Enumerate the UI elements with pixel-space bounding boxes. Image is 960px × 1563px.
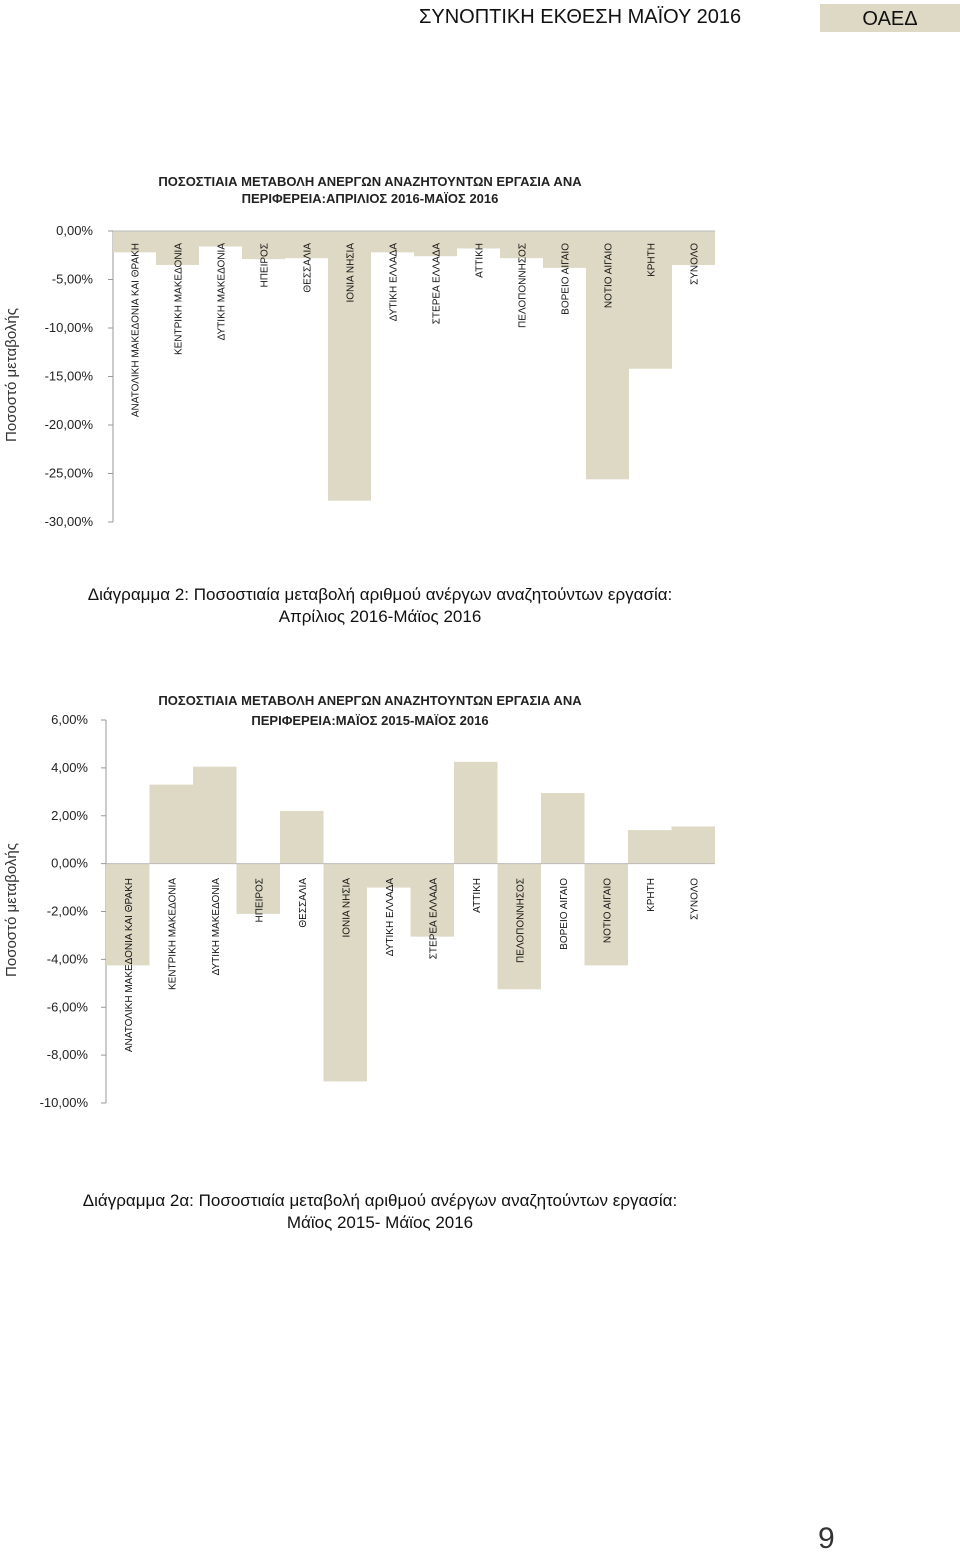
y-tick-label: 0,00% [51,855,88,871]
y-tick-label: 2,00% [51,807,88,823]
category-label: ΣΥΝΟΛΟ [689,243,701,285]
chart-title-line-1: ΠΟΣΟΣΤΙΑΙΑ ΜΕΤΑΒΟΛΗ ΑΝΕΡΓΩΝ ΑΝΑΖΗΤΟΥΝΤΩΝ ΕΡΓΑΣΙΑ ΑΝΑ [158,174,582,189]
category-label: ΝΟΤΙΟ ΑΙΓΑΙΟ [602,878,614,944]
y-tick-label: -10,00% [39,1095,88,1110]
category-label: ΝΟΤΙΟ ΑΙΓΑΙΟ [603,243,615,309]
y-tick-label: 6,00% [51,712,88,727]
organization-badge: ΟΑΕΔ [820,4,960,32]
caption-chart-2-line1: Διάγραμμα 2: Ποσοστιαία μεταβολή αριθμού ανέργων αναζητούντων εργασία: [87,585,673,604]
caption-chart-2a-line1: Διάγραμμα 2α: Ποσοστιαία μεταβολή αριθμού ανέργων αναζητούντων εργασία: [82,1191,678,1210]
y-tick-label: 4,00% [51,759,88,775]
category-label: ΠΕΛΟΠΟΝΝΗΣΟΣ [515,878,527,963]
bar-3 [193,767,237,864]
bar-2 [150,785,194,864]
y-tick-label: -25,00% [44,465,93,481]
bar-13 [628,830,672,864]
category-label: ΒΟΡΕΙΟ ΑΙΓΑΙΟ [560,243,572,315]
category-label: ΙΟΝΙΑ ΝΗΣΙΑ [345,243,357,303]
y-tick-label: -20,00% [44,417,93,432]
y-tick-label: -4,00% [46,951,88,967]
category-label: ΔΥΤΙΚΗ ΕΛΛΑΔΑ [384,878,396,957]
y-tick-label: 0,00% [56,223,93,238]
bar-14 [672,827,716,864]
category-label: ΚΡΗΤΗ [645,878,657,912]
bar-5 [280,811,324,864]
category-label: ΚΕΝΤΡΙΚΗ ΜΑΚΕΔΟΝΙΑ [167,878,179,991]
category-label: ΑΤΤΙΚΗ [474,243,486,278]
bar-9 [454,762,498,864]
y-tick-label: -8,00% [46,1047,88,1063]
caption-chart-2a [0,1190,760,1234]
caption-chart-2-line2: Απρίλιος 2016-Μάϊος 2016 [278,607,482,626]
chart-title-line-2: ΠΕΡΙΦΕΡΕΙΑ:ΜΑΪΟΣ 2015-ΜΑΪΟΣ 2016 [251,713,489,728]
y-tick-label: -2,00% [46,903,88,919]
y-tick-label: -10,00% [44,320,93,335]
category-label: ΗΠΕΙΡΟΣ [259,243,271,288]
category-label: ΣΥΝΟΛΟ [689,878,701,920]
category-label: ΔΥΤΙΚΗ ΕΛΛΑΔΑ [388,243,400,322]
category-label: ΑΝΑΤΟΛΙΚΗ ΜΑΚΕΔΟΝΙΑ ΚΑΙ ΘΡΑΚΗ [130,243,142,418]
chart-title-line-2: ΠΕΡΙΦΕΡΕΙΑ:ΑΠΡΙΛΙΟΣ 2016-ΜΑΪΟΣ 2016 [241,191,499,206]
category-label: ΣΤΕΡΕΑ ΕΛΛΑΔΑ [431,243,443,325]
y-axis-label: Ποσοστό μεταβολής [3,308,20,442]
category-label: ΣΤΕΡΕΑ ΕΛΛΑΔΑ [428,878,440,960]
y-tick-label: -30,00% [44,514,93,529]
category-label: ΔΥΤΙΚΗ ΜΑΚΕΔΟΝΙΑ [210,878,222,976]
category-label: ΠΕΛΟΠΟΝΝΗΣΟΣ [517,243,529,328]
y-axis-label: Ποσοστό μεταβολής [3,843,20,977]
caption-chart-2a-line2: Μάϊος 2015- Μάϊος 2016 [286,1213,474,1232]
page-number: 9 [818,1522,835,1555]
category-label: ΘΕΣΣΑΛΙΑ [297,878,309,928]
chart-yearly-change [0,680,760,1120]
category-label: ΚΕΝΤΡΙΚΗ ΜΑΚΕΔΟΝΙΑ [173,243,185,356]
y-tick-label: -6,00% [46,999,88,1015]
chart-title-line-1: ΠΟΣΟΣΤΙΑΙΑ ΜΕΤΑΒΟΛΗ ΑΝΕΡΓΩΝ ΑΝΑΖΗΤΟΥΝΤΩΝ ΕΡΓΑΣΙΑ ΑΝΑ [158,693,582,708]
bar-11 [541,793,585,864]
category-label: ΚΡΗΤΗ [646,243,658,277]
caption-chart-2 [0,584,760,628]
y-tick-label: -5,00% [51,271,93,287]
report-title: ΣΥΝΟΠΤΙΚΗ ΕΚΘΕΣΗ ΜΑΪΟΥ 2016 [419,6,742,28]
category-label: ΘΕΣΣΑΛΙΑ [302,243,314,293]
y-tick-label: -15,00% [44,368,93,384]
category-label: ΗΠΕΙΡΟΣ [254,878,266,923]
category-label: ΔΥΤΙΚΗ ΜΑΚΕΔΟΝΙΑ [216,243,228,341]
category-label: ΑΤΤΙΚΗ [471,878,483,913]
category-label: ΙΟΝΙΑ ΝΗΣΙΑ [341,878,353,938]
category-label: ΑΝΑΤΟΛΙΚΗ ΜΑΚΕΔΟΝΙΑ ΚΑΙ ΘΡΑΚΗ [123,878,135,1053]
category-label: ΒΟΡΕΙΟ ΑΙΓΑΙΟ [558,878,570,950]
